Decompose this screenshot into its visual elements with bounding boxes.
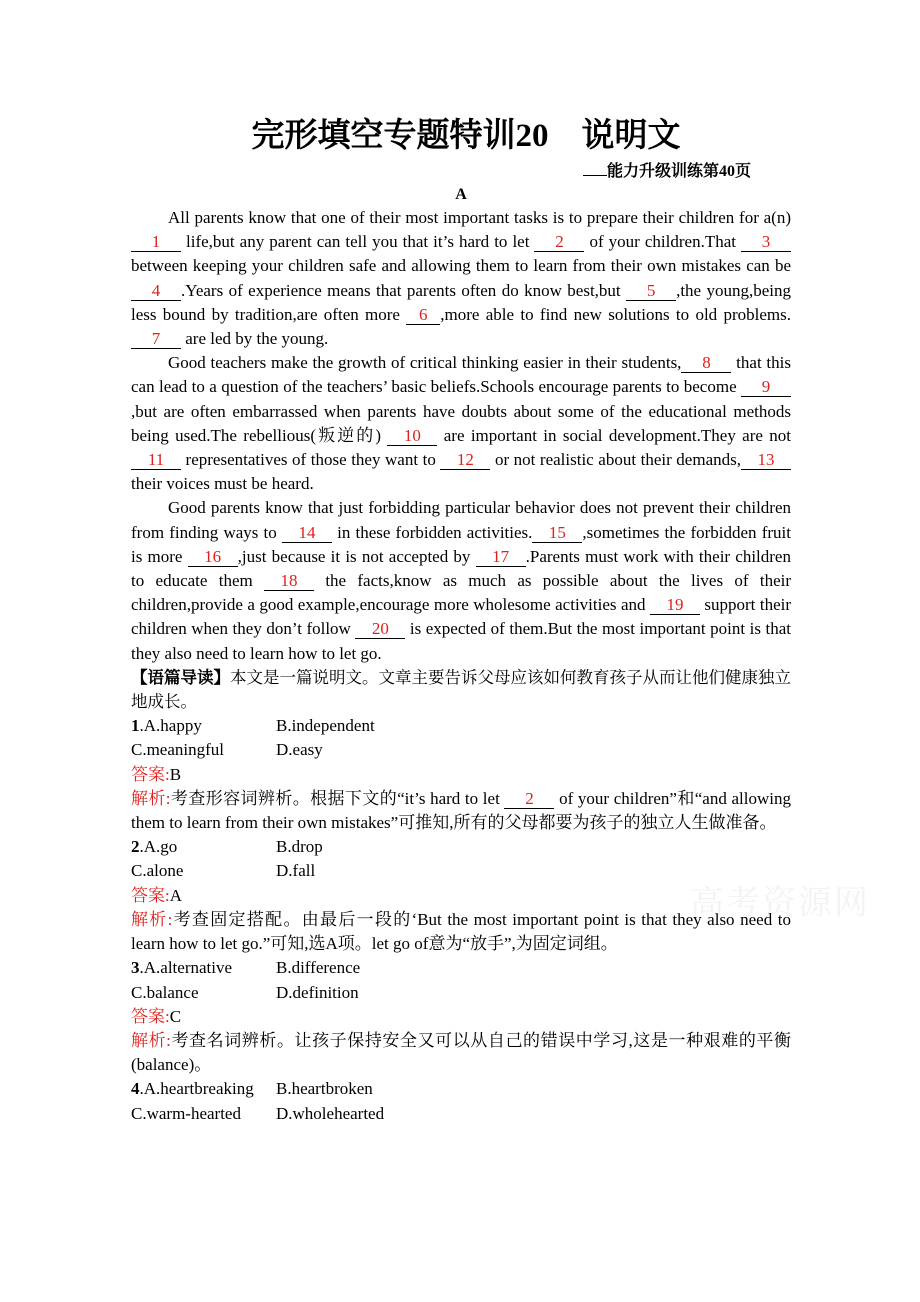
blank-8: 8 bbox=[681, 354, 731, 373]
answer-value: A bbox=[169, 885, 183, 905]
analysis-2 bbox=[131, 908, 791, 956]
passage-text: are led by the young. bbox=[181, 329, 329, 349]
answer-label: 答案: bbox=[131, 885, 170, 905]
blank-7: 7 bbox=[131, 330, 181, 349]
blank-12: 12 bbox=[440, 451, 490, 470]
question-number: 1 bbox=[131, 716, 140, 736]
passage-text: All parents know that one of their most important tasks is to prepare their children for a(n) bbox=[168, 208, 791, 227]
passage-text: life,but any parent can tell you that it’s hard to let bbox=[181, 232, 535, 252]
watermark: 高考资源网 bbox=[690, 883, 870, 923]
blank-16: 16 bbox=[188, 548, 238, 567]
analysis-label: 解析: bbox=[131, 1030, 171, 1050]
passage-text: representatives of those they want to bbox=[181, 450, 441, 470]
analysis-3 bbox=[131, 1029, 791, 1077]
option-b: B.independent bbox=[276, 716, 375, 736]
blank-11: 11 bbox=[131, 451, 181, 470]
blank-14: 14 bbox=[282, 524, 332, 543]
passage-text: that this can lead to a question of the teachers’ basic beliefs.Schools encourage parents to become bbox=[131, 353, 791, 397]
question-4 bbox=[131, 1077, 791, 1125]
blank-1: 1 bbox=[131, 233, 181, 252]
analysis-text: 考查名词辨析。让孩子保持安全又可以从自己的错误中学习,这是一种艰难的平衡(balance)。 bbox=[131, 1030, 791, 1075]
answer-1 bbox=[131, 763, 791, 787]
passage-guide bbox=[131, 666, 791, 714]
question-number: 3 bbox=[131, 958, 140, 978]
answer-3 bbox=[131, 1005, 791, 1029]
passage-paragraph-2 bbox=[131, 351, 791, 496]
passage-text: the facts,know as much as possible about the lives of their children,provide a good example,encourage more wholesome activities and bbox=[131, 571, 791, 615]
option-c: C.warm-hearted bbox=[131, 1103, 241, 1123]
option-b: B.drop bbox=[276, 837, 323, 857]
answer-label: 答案: bbox=[131, 1006, 170, 1026]
passage-text: between keeping your children safe and allowing them to learn from their own mistakes can be bbox=[131, 256, 791, 276]
analysis-label: 解析: bbox=[131, 788, 171, 808]
question-number: 4 bbox=[131, 1079, 140, 1099]
subtitle-text: 能力升级训练第40页 bbox=[606, 163, 751, 180]
passage-text: .Parents must work with their children to educate them bbox=[131, 546, 791, 591]
blank-20: 20 bbox=[355, 620, 405, 639]
option-a: .A.heartbreaking bbox=[139, 1079, 254, 1099]
option-d: D.definition bbox=[276, 982, 359, 1002]
option-c: C.meaningful bbox=[131, 740, 225, 760]
option-d: D.wholehearted bbox=[276, 1103, 385, 1123]
question-number: 2 bbox=[131, 837, 140, 857]
option-c: C.alone bbox=[131, 861, 184, 881]
passage-text: Good teachers make the growth of critical thinking easier in their students, bbox=[168, 353, 682, 373]
blank-15: 15 bbox=[532, 524, 582, 543]
blank-6: 6 bbox=[406, 306, 440, 325]
analysis-text: of your children”和“and allowing them to learn from their own mistakes”可推知,所有的父母都要为孩子的独立人生做准备。 bbox=[131, 788, 791, 833]
passage-text: Good parents know that just forbidding particular behavior does not prevent their children from finding ways to bbox=[131, 498, 791, 542]
analysis-text: 考查固定搭配。由最后一段的‘But the most important point is that they also need to learn how to let go.”可知,选A项。let go of意为“放手”,为固定词组。 bbox=[131, 909, 791, 954]
subtitle-underline bbox=[583, 161, 607, 176]
blank-18: 18 bbox=[264, 572, 314, 591]
question-1 bbox=[131, 714, 791, 762]
document-page bbox=[131, 112, 791, 1126]
option-c: C.balance bbox=[131, 982, 199, 1002]
passage-text: ,just because it is not accepted by bbox=[237, 546, 476, 566]
passage-text: ,sometimes the forbidden fruit is more bbox=[131, 522, 791, 566]
analysis-blank: 2 bbox=[504, 790, 554, 809]
page-title: 完形填空专题特训20 说明文 bbox=[251, 118, 681, 154]
question-3 bbox=[131, 956, 791, 1004]
option-a: .A.go bbox=[139, 837, 178, 857]
analysis-1 bbox=[131, 787, 791, 835]
passage-text: in these forbidden activities. bbox=[331, 522, 533, 542]
option-a: .A.alternative bbox=[139, 958, 233, 978]
blank-19: 19 bbox=[650, 596, 700, 615]
passage-text: of your children.That bbox=[584, 232, 741, 252]
passage-text: ,the young,being less bound by tradition,are often more bbox=[131, 280, 792, 324]
passage-text: their voices must be heard. bbox=[131, 474, 314, 494]
analysis-text: 考查形容词辨析。根据下文的“it’s hard to let bbox=[170, 788, 505, 808]
blank-4: 4 bbox=[131, 282, 181, 301]
option-a: .A.happy bbox=[139, 716, 202, 736]
passage-text: or not realistic about their demands, bbox=[490, 450, 741, 470]
blank-2: 2 bbox=[534, 233, 584, 252]
blank-17: 17 bbox=[476, 548, 526, 567]
blank-13: 13 bbox=[741, 451, 791, 470]
passage-text: are important in social development.They are not bbox=[437, 425, 792, 445]
passage-paragraph-1 bbox=[131, 206, 791, 351]
passage-text: ,but are often embarrassed when parents have doubts about some of the educational methods being used.The rebellious(叛逆的) bbox=[131, 401, 791, 445]
answer-label: 答案: bbox=[131, 764, 170, 784]
analysis-label: 解析: bbox=[131, 909, 173, 929]
answer-2 bbox=[131, 884, 791, 908]
option-d: D.easy bbox=[276, 740, 323, 760]
question-2 bbox=[131, 835, 791, 883]
blank-10: 10 bbox=[387, 427, 437, 446]
passage-text: is expected of them.But the most important point is that they also need to learn how to let go. bbox=[131, 619, 791, 663]
passage-text: ,more able to find new solutions to old problems. bbox=[440, 304, 791, 324]
section-label: A bbox=[455, 186, 467, 203]
passage-text: .Years of experience means that parents often do know best,but bbox=[181, 280, 627, 300]
subtitle bbox=[131, 160, 751, 184]
guide-tag: 【语篇导读】 bbox=[131, 667, 230, 687]
blank-3: 3 bbox=[741, 233, 791, 252]
passage-text: support their children when they don’t follow bbox=[131, 595, 791, 639]
answer-value: C bbox=[169, 1006, 182, 1026]
passage-paragraph-3 bbox=[131, 496, 791, 665]
option-b: B.heartbroken bbox=[276, 1079, 373, 1099]
guide-text: 本文是一篇说明文。文章主要告诉父母应该如何教育孩子从而让他们健康独立地成长。 bbox=[131, 667, 791, 712]
option-b: B.difference bbox=[276, 958, 361, 978]
answer-value: B bbox=[169, 764, 182, 784]
option-d: D.fall bbox=[276, 861, 316, 881]
blank-9: 9 bbox=[741, 378, 791, 397]
blank-5: 5 bbox=[626, 282, 676, 301]
